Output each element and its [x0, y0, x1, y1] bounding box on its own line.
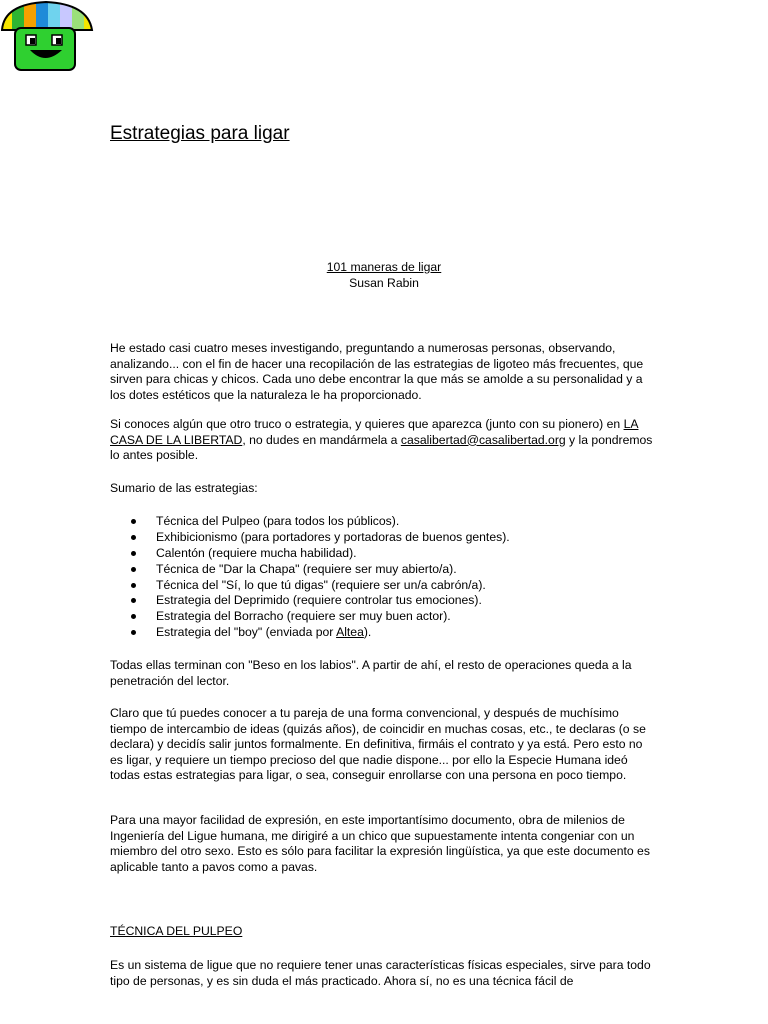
strategy-list: [110, 514, 658, 641]
list-item: Técnica de "Dar la Chapa" (requiere ser muy abierto/a).: [110, 562, 658, 578]
list-item: Técnica del Pulpeo (para todos los públicos).: [110, 514, 658, 530]
contact-text-middle: , no dudes en mandármela a: [242, 432, 401, 447]
bullet-icon: [131, 598, 136, 603]
bullet-icon: [131, 535, 136, 540]
contact-paragraph: [110, 417, 658, 464]
book-author: Susan Rabin: [349, 275, 419, 290]
summary-heading: Sumario de las estrategias:: [110, 481, 258, 495]
claro-paragraph: Claro que tú puedes conocer a tu pareja de una forma convencional, y después de muchísimo tiempo de intercambio de ideas (quizás años), de coincidir en muchas cosas, etc., te declaras (o se declara) y decidís salir juntos formalmente. En definitiva, firmáis el contrato y ya está. Pero esto no es ligar, y requiere un tiempo precioso del que nadie dispone... por ello la Especie Humana ideó todas estas estrategias para ligar, o sea, conseguir enrollarse con una persona en poco tiempo.: [110, 706, 646, 783]
document-title: Estrategias para ligar: [110, 123, 290, 144]
mascot-logo: [0, 0, 96, 76]
altea-link[interactable]: Altea: [336, 625, 364, 640]
list-item: Estrategia del Deprimido (requiere controlar tus emociones).: [110, 593, 658, 609]
book-title-link[interactable]: 101 maneras de ligar: [326, 260, 442, 274]
pulpeo-paragraph: Es un sistema de ligue que no requiere tener unas características físicas especiales, sirve para todo tipo de personas, y es sin duda el más practicado. Ahora sí, no es una técnica fácil de: [110, 958, 651, 988]
contact-text-after: y la pondremos lo antes posible.: [110, 432, 653, 463]
beso-paragraph: Todas ellas terminan con "Beso en los labios". A partir de ahí, el resto de operaciones queda a la penetración del lector.: [110, 658, 632, 688]
contact-text-before: Si conoces algún que otro truco o estrategia, y quieres que aparezca (junto con su pionero) en: [110, 417, 624, 431]
bullet-icon: [131, 583, 136, 588]
list-item: Estrategia del Borracho (requiere ser muy buen actor).: [110, 609, 658, 625]
bullet-icon: [131, 519, 136, 524]
list-item: Calentón (requiere mucha habilidad).: [110, 546, 658, 562]
bullet-icon: [131, 614, 136, 619]
bullet-icon: [131, 567, 136, 572]
intro-paragraph: He estado casi cuatro meses investigando, preguntando a numerosas personas, observando, analizando... con el fin de hacer una recopilación de las estrategias de ligoteo más frecuentes, que sirven para chicas y chicos. Cada uno debe encontrar la que más se amolde a su personalidad y a los dotes estéticos que la naturaleza le ha proporcionado.: [110, 341, 644, 402]
list-item: Técnica del "Sí, lo que tú digas" (requiere ser un/a cabrón/a).: [110, 578, 658, 594]
list-item: Estrategia del "boy" (enviada por Altea).: [110, 625, 658, 641]
casa-libertad-link[interactable]: LA CASA DE LA LIBERTAD: [110, 417, 639, 447]
email-link[interactable]: casalibertad@casalibertad.org: [400, 432, 566, 447]
book-reference: [0, 260, 768, 291]
section-heading-pulpeo: TÉCNICA DEL PULPEO: [110, 924, 243, 938]
bullet-icon: [131, 551, 136, 556]
expresion-paragraph: Para una mayor facilidad de expresión, en este importantísimo documento, obra de milenios de Ingeniería del Ligue humana, me dirigiré a un chico que supuestamente intenta congeniar con un miembro del otro sexo. Esto es sólo para facilitar la expresión lingüística, ya que este documento es aplicable tanto a pavos como a pavas.: [110, 813, 650, 874]
list-item: Exhibicionismo (para portadores y portadoras de buenos gentes).: [110, 530, 658, 546]
bullet-icon: [131, 630, 136, 635]
